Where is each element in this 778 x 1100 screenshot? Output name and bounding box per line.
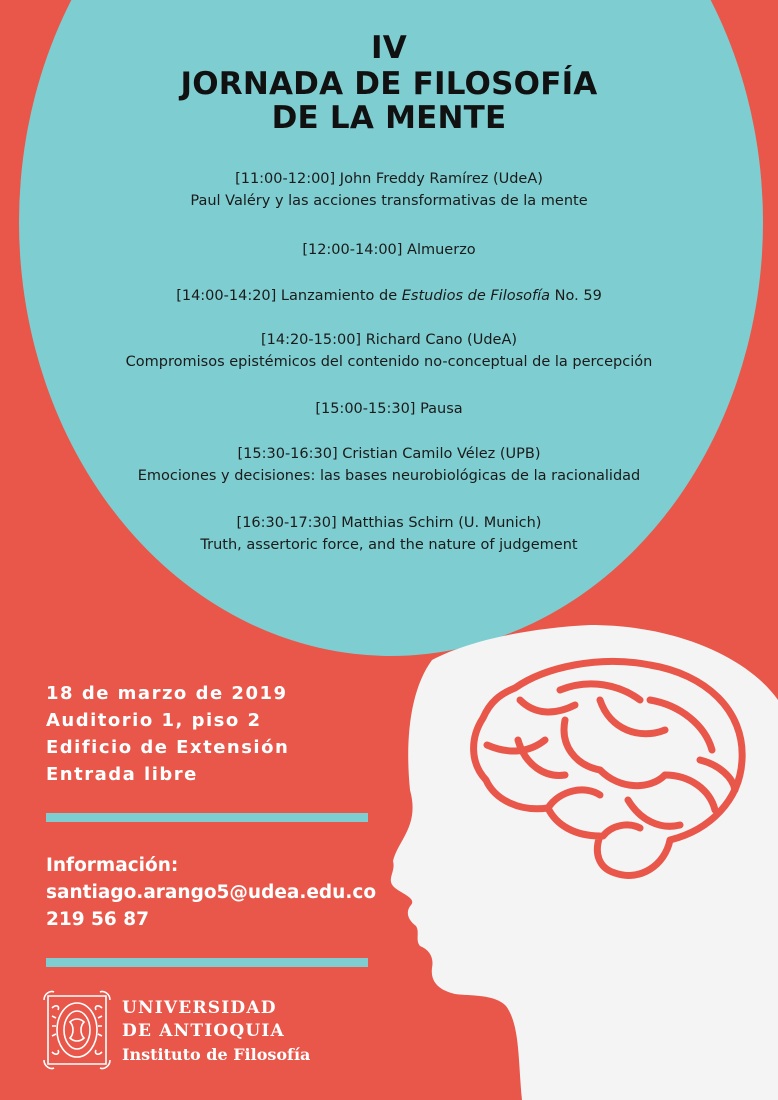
schedule-talk: Paul Valéry y las acciones transformativas de la mente — [190, 193, 588, 209]
schedule-time: [14:20-15:00] — [260, 332, 362, 348]
schedule-time: [15:30-16:30] — [237, 446, 338, 462]
event-building: Edificio de Extensión — [46, 737, 290, 758]
schedule-speaker: John Freddy Ramírez (UdeA) — [339, 171, 543, 187]
event-entry: Entrada libre — [46, 764, 198, 785]
contact-label: Información: — [46, 855, 179, 876]
schedule-time: [11:00-12:00] — [235, 171, 336, 187]
schedule-item — [60, 398, 718, 420]
contact-phone[interactable]: 219 56 87 — [46, 909, 149, 930]
institution-name-line-2: DE ANTIOQUIA — [122, 1021, 285, 1041]
schedule-heading — [60, 512, 718, 534]
institution-name-line-1: UNIVERSIDAD — [122, 998, 277, 1018]
university-seal-icon — [40, 986, 114, 1074]
journal-issue: No. 59 — [554, 288, 602, 304]
divider-bottom — [46, 958, 368, 967]
schedule-item — [60, 285, 718, 307]
schedule-time: [16:30-17:30] — [236, 515, 337, 531]
schedule-heading — [60, 239, 718, 261]
title-line-3: DE LA MENTE — [271, 100, 507, 136]
schedule-heading — [60, 285, 718, 307]
schedule-talk: Emociones y decisiones: las bases neurobiológicas de la racionalidad — [137, 468, 641, 484]
schedule-talk: Truth, assertoric force, and the nature of judgement — [200, 537, 578, 553]
journal-title: Estudios de Filosofía — [401, 288, 551, 304]
schedule-speaker: Matthias Schirn (U. Munich) — [341, 515, 542, 531]
schedule-speaker: Pausa — [420, 401, 463, 417]
schedule-speaker: Lanzamiento de — [280, 288, 398, 304]
schedule-heading — [60, 398, 718, 420]
schedule-item — [60, 239, 718, 261]
institution-name — [122, 997, 310, 1067]
schedule-speaker: Richard Cano (UdeA) — [365, 332, 518, 348]
schedule-time: [15:00-15:30] — [315, 401, 416, 417]
institution-department: Instituto de Filosofía — [122, 1045, 311, 1064]
schedule-speaker: Cristian Camilo Vélez (UPB) — [342, 446, 541, 462]
schedule-item — [60, 443, 718, 487]
schedule-item — [60, 329, 718, 373]
schedule-time: [14:00-14:20] — [176, 288, 277, 304]
schedule-heading — [60, 329, 718, 351]
schedule-item — [60, 168, 718, 212]
schedule-speaker: Almuerzo — [407, 242, 476, 258]
schedule-time: [12:00-14:00] — [302, 242, 403, 258]
title-line-1: IV — [371, 30, 407, 66]
event-venue: Auditorio 1, piso 2 — [46, 710, 262, 731]
schedule-item — [60, 512, 718, 556]
schedule-talk: Compromisos epistémicos del contenido no-conceptual de la percepción — [125, 354, 653, 370]
contact-email[interactable]: santiago.arango5@udea.edu.co — [46, 882, 377, 903]
schedule-heading — [60, 443, 718, 465]
schedule-heading — [60, 168, 718, 190]
event-date: 18 de marzo de 2019 — [46, 683, 288, 704]
title-line-2: JORNADA DE FILOSOFÍA — [180, 66, 598, 102]
divider-top — [46, 813, 368, 822]
